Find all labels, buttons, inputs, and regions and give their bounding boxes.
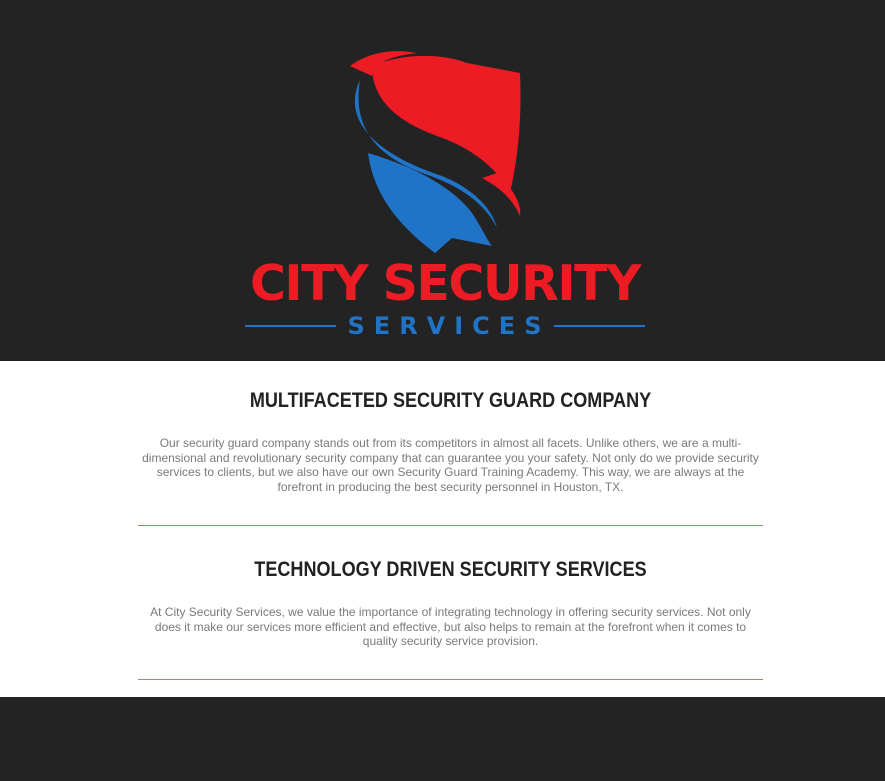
section-body: At City Security Services, we value the importance of integrating technology in offering security services. Not only does it make our services more efficient and effective, but also helps to remain at the forefront when it comes to quality security service provision.: [150, 605, 751, 648]
shield-swoosh-icon: [332, 48, 532, 253]
brand-name: CITY SECURITY: [249, 255, 641, 312]
section-divider: [138, 679, 763, 680]
brand-tagline: SERVICES: [347, 312, 551, 340]
site-header: [0, 0, 885, 361]
tagline-left-rule: [245, 325, 336, 327]
site-footer: [0, 697, 885, 781]
brand-tagline-row: [245, 310, 645, 342]
section-divider: [138, 525, 763, 526]
section-body: Our security guard company stands out from its competitors in almost all facets. Unlike others, we are a multi-dimensional and revolutionary security company that can guarantee you your safety. Not only do we provide security services to clients, but we also have our own Security Guard Training Academy. This way, we are always at the forefront in producing the best security personnel in Houston, TX.: [142, 436, 759, 494]
section-title: MULTIFACETED SECURITY GUARD COMPANY: [249, 389, 652, 412]
company-logo[interactable]: [230, 40, 660, 350]
section-multifaceted: [138, 381, 763, 494]
main-content: [0, 361, 885, 697]
section-technology: [138, 550, 763, 649]
section-title: TECHNOLOGY DRIVEN SECURITY SERVICES: [254, 558, 647, 581]
tagline-right-rule: [554, 325, 645, 327]
